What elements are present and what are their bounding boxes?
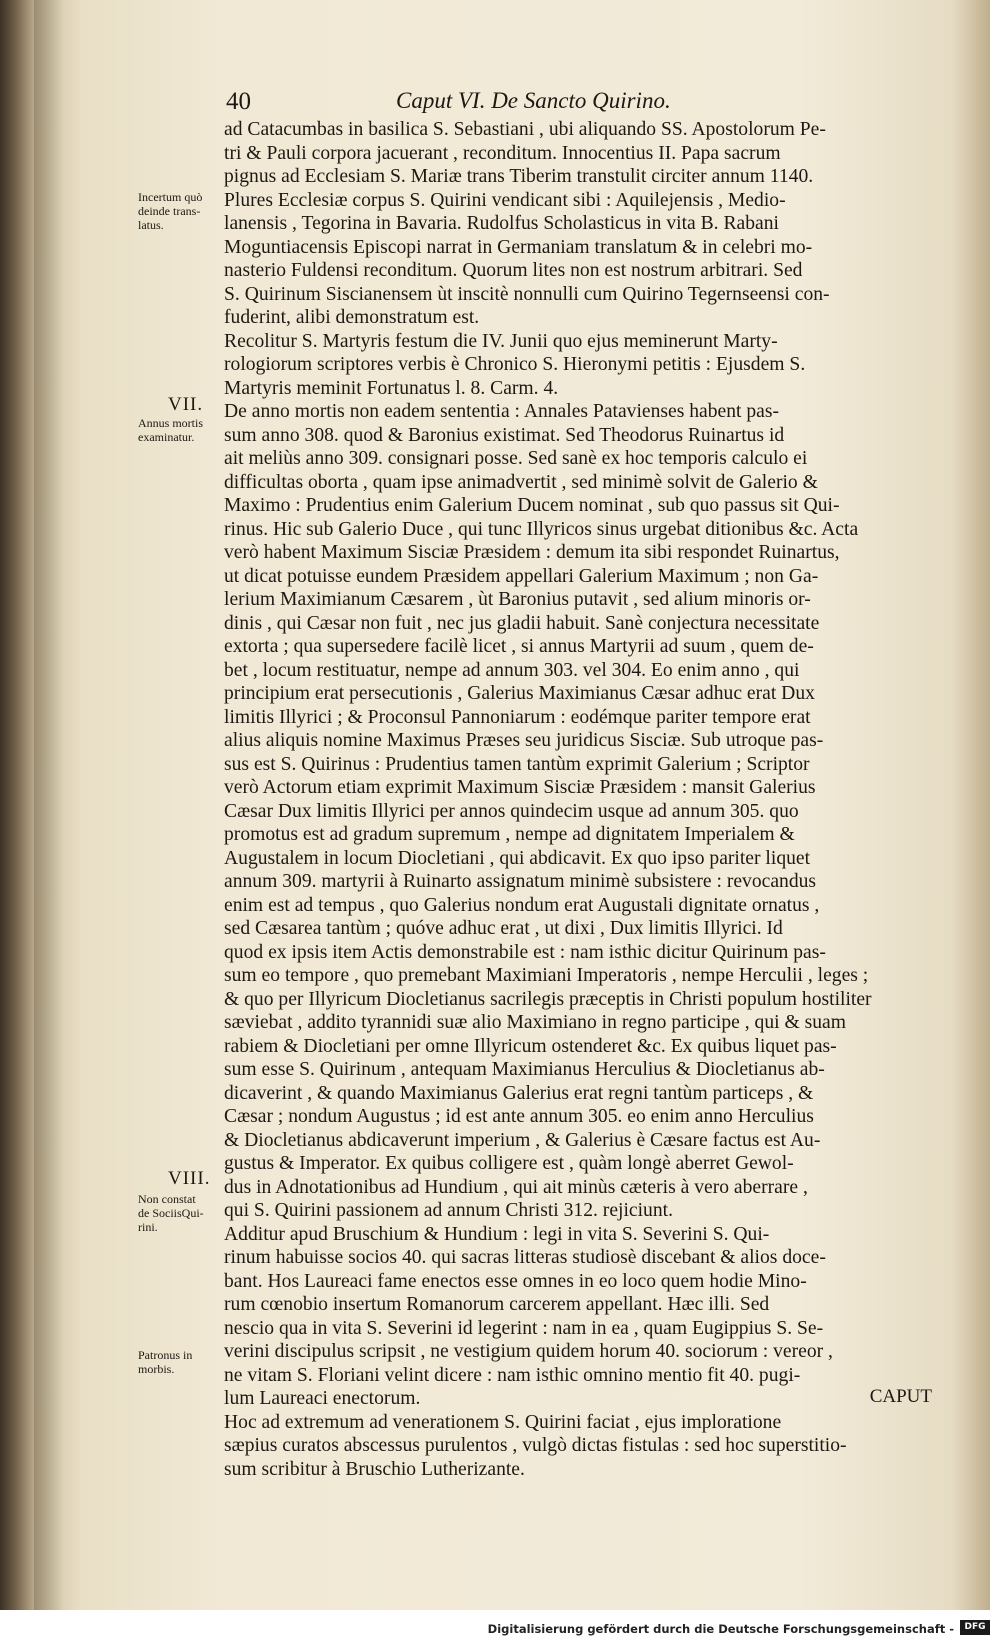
book-page bbox=[34, 0, 990, 1610]
text-line: Augustalem in locum Diocletiani , qui abdicavit. Ex quo ipso pariter liquet bbox=[224, 847, 811, 869]
text-line: bant. Hos Laureaci fame enectos esse omnes in eo loco quem hodie Mino- bbox=[224, 1270, 807, 1292]
text-line: sæviebat , addito tyrannidi suæ alio Maximiano in regno participe , qui & suam bbox=[224, 1012, 846, 1033]
text-line: sed Cæsarea tantùm ; quóve adhuc erat , ut dixi , Dux limitis Illyrici. Id bbox=[224, 918, 783, 939]
text-line: dicaverint , & quando Maximianus Galerius erat regni tantùm particeps , & bbox=[224, 1082, 814, 1104]
marginal-line: rini. bbox=[138, 1220, 158, 1234]
text-line: bet , locum restituatur, nempe ad annum 303. vel 304. Eo enim anno , qui bbox=[224, 659, 800, 681]
text-line: sum anno 308. quod & Baronius existimat. Sed Theodorus Ruinartus id bbox=[224, 424, 785, 446]
text-line: & Diocletianus abdicaverunt imperium , & Galerius è Cæsare factus est Au- bbox=[224, 1129, 821, 1151]
text-line: tri & Pauli corpora jacuerant , reconditum. Innocentius II. Papa sacrum bbox=[224, 142, 781, 164]
text-line: lum Laureaci enectorum. bbox=[224, 1388, 421, 1409]
page-header bbox=[226, 88, 786, 120]
section-number-vii: VII. bbox=[168, 394, 204, 415]
dfg-credit: Digitalisierung gefördert durch die Deutsche Forschungsgemeinschaft - bbox=[487, 1622, 954, 1636]
text-line: rum cœnobio insertum Romanorum carcerem appellant. Hæc illi. Sed bbox=[224, 1294, 770, 1315]
text-line: Hoc ad extremum ad venerationem S. Quirini faciat , ejus imploratione bbox=[224, 1411, 782, 1433]
catchword: CAPUT bbox=[869, 1386, 932, 1407]
text-line: nasterio Fuldensi reconditum. Quorum lites non est nostrum arbitrari. Sed bbox=[224, 260, 803, 281]
marginal-note-annus bbox=[138, 416, 224, 444]
text-line: qui S. Quirini passionem ad annum Christi 312. rejiciunt. bbox=[224, 1200, 673, 1221]
text-line: quod ex ipsis item Actis demonstrabile est : nam isthic dicitur Quirinum pas- bbox=[224, 941, 826, 963]
text-line: ne vitam S. Floriani velint dicere : nam isthic omnino mentio fit 40. pugi- bbox=[224, 1364, 801, 1386]
text-line: lanensis , Tegorina in Bavaria. Rudolfus Scholasticus in vita B. Rabani bbox=[224, 213, 779, 234]
section-number-viii: VIII. bbox=[168, 1168, 211, 1189]
body-text bbox=[224, 118, 942, 1481]
text-line: limitis Illyrici ; & Proconsul Pannoniarum : eodémque pariter tempore erat bbox=[224, 706, 811, 728]
text-line: Additur apud Bruschium & Hundium : legi in vita S. Severini S. Qui- bbox=[224, 1223, 770, 1245]
marginal-note-incertum bbox=[138, 190, 224, 232]
text-line: verò habent Maximum Sisciæ Præsidem : demum ita sibi respondet Ruinartus, bbox=[224, 542, 840, 563]
text-line: alius aliquis nomine Maximus Præses seu juridicus Sisciæ. Sub utroque pas- bbox=[224, 730, 824, 751]
text-line: difficultas oborta , quam ipse animadvertit , sed minimè solvit de Galerio & bbox=[224, 471, 818, 493]
text-line: De anno mortis non eadem sententia : Annales Patavienses habent pas- bbox=[224, 401, 780, 422]
marginal-line: de SociisQui- bbox=[138, 1206, 204, 1220]
text-line: gustus & Imperator. Ex quibus colligere est , quàm longè aberret Gewol- bbox=[224, 1153, 794, 1174]
marginal-line: deinde trans- bbox=[138, 204, 201, 218]
text-line: lerium Maximianum Cæsarem , ùt Baronius putavit , sed alium minoris or- bbox=[224, 589, 811, 610]
text-line: extorta ; qua supersedere facilè licet , si annus Martyrii ad suum , quem de- bbox=[224, 636, 814, 657]
text-line: rinum habuisse socios 40. qui sacras litteras studiosè discebant & alios doce- bbox=[224, 1247, 826, 1268]
text-line: fuderint, alibi demonstratum est. bbox=[224, 307, 480, 328]
marginal-line: Non constat bbox=[138, 1192, 196, 1206]
text-line: sum esse S. Quirinum , antequam Maximianus Herculius & Diocletianus ab- bbox=[224, 1059, 825, 1080]
text-line: promotus est ad gradum supremum , nempe ad dignitatem Imperialem & bbox=[224, 824, 795, 845]
text-line: verini discipulus scripsit , ne vestigium quidem horum 40. sociorum : vereor , bbox=[224, 1341, 833, 1362]
text-line: ad Catacumbas in basilica S. Sebastiani , ubi aliquando SS. Apostolorum Pe- bbox=[224, 119, 826, 140]
text-line: dinis , qui Cæsar non fuit , nec jus gladii habuit. Sanè conjectura necessitate bbox=[224, 612, 820, 634]
text-line: pignus ad Ecclesiam S. Mariæ trans Tiberim transtulit circiter annum 1140. bbox=[224, 166, 814, 187]
text-line: Moguntiacensis Episcopi narrat in Germaniam translatum & in celebri mo- bbox=[224, 236, 813, 258]
text-line: Recolitur S. Martyris festum die IV. Junii quo ejus meminerunt Marty- bbox=[224, 330, 778, 352]
text-line: Cæsar Dux limitis Illyrici per annos quindecim usque ad annum 305. quo bbox=[224, 800, 799, 822]
marginal-line: latus. bbox=[138, 218, 164, 232]
gutter-shadow bbox=[34, 0, 64, 1610]
marginal-note-patronus bbox=[138, 1348, 224, 1376]
text-line: enim est ad tempus , quo Galerius nondum erat Augustali dignitate ornatus , bbox=[224, 894, 820, 916]
page-number: 40 bbox=[226, 88, 251, 115]
text-line: Plures Ecclesiæ corpus S. Quirini vendicant sibi : Aquilejensis , Medio- bbox=[224, 189, 786, 211]
marginal-line: Incertum quò bbox=[138, 190, 203, 204]
text-line: Cæsar ; nondum Augustus ; id est ante annum 305. eo enim anno Herculius bbox=[224, 1106, 814, 1127]
text-line: & quo per Illyricum Diocletianus sacrilegis præceptis in Christi populum hostiliter bbox=[224, 988, 872, 1010]
text-line: Maximo : Prudentius enim Galerium Ducem nominat , sub quo passus sit Qui- bbox=[224, 495, 840, 516]
text-line: sum eo tempore , quo premebant Maximiani Imperatoris , nempe Herculii , leges ; bbox=[224, 965, 869, 986]
dfg-logo: DFG bbox=[960, 1620, 990, 1635]
book-spine-edge bbox=[0, 0, 34, 1610]
text-line: ait meliùs anno 309. consignari posse. Sed sanè ex hoc temporis calculo ei bbox=[224, 448, 808, 469]
marginal-line: examinatur. bbox=[138, 430, 195, 444]
running-title: Caput VI. De Sancto Quirino. bbox=[396, 88, 671, 113]
marginal-line: Annus mortis bbox=[138, 416, 204, 430]
marginal-note-non-constat bbox=[138, 1192, 224, 1234]
marginal-line: Patronus in bbox=[138, 1348, 193, 1362]
text-line: sum scribitur à Bruschio Lutherizante. bbox=[224, 1458, 525, 1480]
text-line: annum 309. martyrii à Ruinarto assignatum minimè subsistere : revocandus bbox=[224, 871, 817, 892]
text-line: S. Quirinum Siscianensem ùt inscitè nonnulli cum Quirino Tegernseensi con- bbox=[224, 283, 830, 305]
marginal-line: morbis. bbox=[138, 1362, 175, 1376]
text-line: ut dicat potuisse eundem Præsidem appellari Galerium Maximum ; non Ga- bbox=[224, 565, 819, 587]
text-line: principium erat persecutionis , Galerius Maximianus Cæsar adhuc erat Dux bbox=[224, 683, 815, 704]
text-line: sæpius curatos abscessus purulentos , vulgò dictas fistulas : sed hoc superstitio- bbox=[224, 1435, 847, 1456]
text-line: rologiorum scriptores verbis è Chronico S. Hieronymi petitis : Ejusdem S. bbox=[224, 354, 806, 375]
text-line: dus in Adnotationibus ad Hundium , qui ait minùs cæteris à vero aberrare , bbox=[224, 1176, 808, 1198]
text-line: nescio qua in vita S. Severini id legerint : nam in ea , quam Eugippius S. Se- bbox=[224, 1317, 824, 1339]
text-line: sus est S. Quirinus : Prudentius tamen tantùm exprimit Galerium ; Scriptor bbox=[224, 753, 810, 775]
text-line: rabiem & Diocletiani per omne Illyricum ostenderet &c. Ex quibus liquet pas- bbox=[224, 1035, 837, 1057]
text-line: Martyris meminit Fortunatus l. 8. Carm. 4. bbox=[224, 377, 559, 399]
text-line: verò Actorum etiam exprimit Maximum Sisciæ Præsidem : mansit Galerius bbox=[224, 777, 816, 798]
text-line: rinus. Hic sub Galerio Duce , qui tunc Illyricos sinus urgebat ditionibus &c. Acta bbox=[224, 518, 859, 540]
